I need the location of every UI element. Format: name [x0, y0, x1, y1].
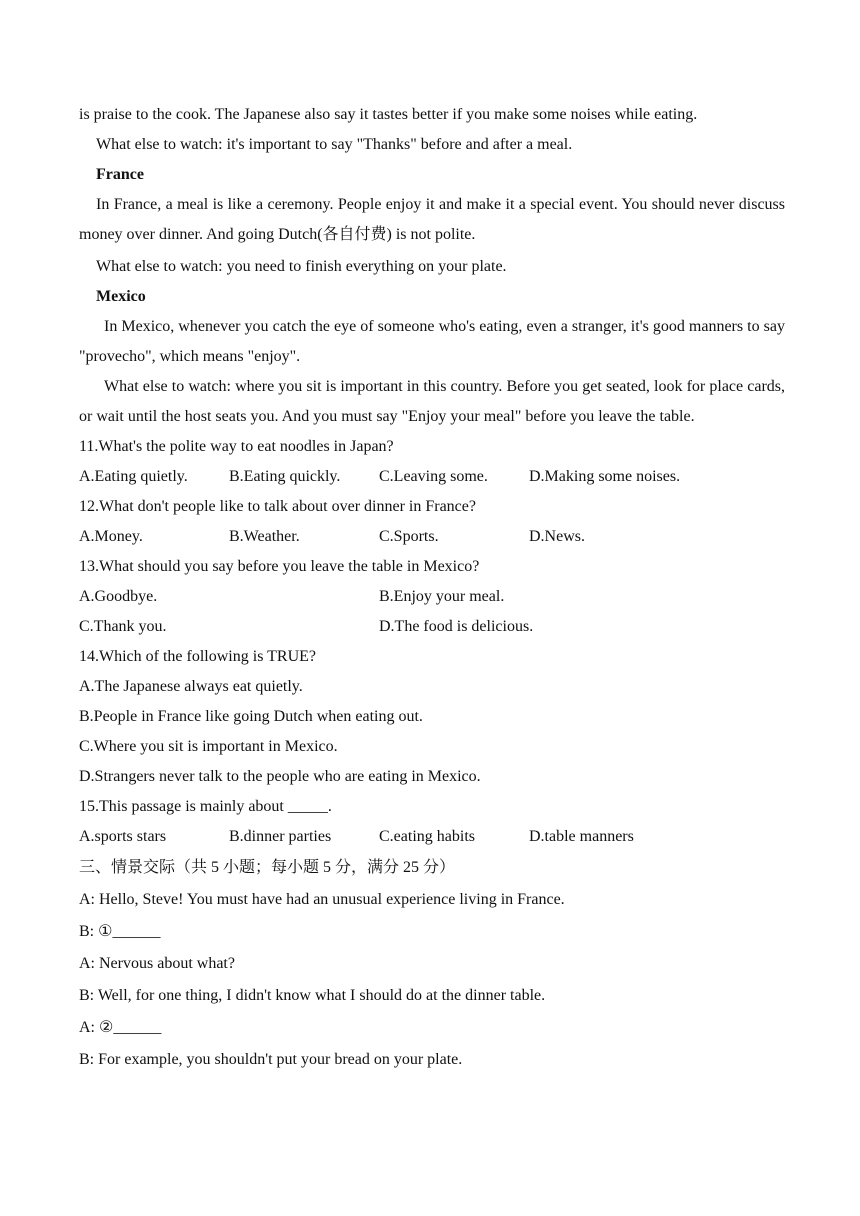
dialogue-line: B: ①______: [79, 923, 161, 940]
dialogue-line: A: Nervous about what?: [79, 955, 235, 972]
option-d: D.table manners: [529, 828, 634, 845]
option-a: A.Eating quietly.: [79, 468, 188, 485]
japan-passage-tail: is praise to the cook. The Japanese also say it tastes better if you make some noises while eating.: [79, 106, 698, 123]
question-13-stem: 13.What should you say before you leave the table in Mexico?: [79, 558, 480, 575]
dialogue-line: A: Hello, Steve! You must have had an unusual experience living in France.: [79, 891, 565, 908]
question-15-options: [79, 822, 785, 852]
question-11-options: [79, 462, 785, 492]
option-c: C.eating habits: [379, 828, 475, 845]
question-14-stem: 14.Which of the following is TRUE?: [79, 648, 316, 665]
japan-watch-note: What else to watch: it's important to say "Thanks" before and after a meal.: [96, 136, 573, 153]
option-a: A.Goodbye.: [79, 588, 158, 605]
option-c: C.Thank you.: [79, 618, 167, 635]
france-paragraph: In France, a meal is like a ceremony. People enjoy it and make it a special event. You should never discuss money over dinner. And going Dutch(各自付费) is not polite.: [79, 196, 785, 243]
document-page: [79, 100, 785, 1076]
option-a: A.The Japanese always eat quietly.: [79, 678, 303, 695]
option-d: D.The food is delicious.: [379, 618, 534, 635]
option-b: B.Eating quickly.: [229, 468, 341, 485]
option-b: B.dinner parties: [229, 828, 332, 845]
france-watch-note: What else to watch: you need to finish everything on your plate.: [96, 258, 507, 275]
mexico-heading: Mexico: [96, 288, 146, 305]
section-3-heading: 三、情景交际（共 5 小题；每小题 5 分，满分 25 分）: [79, 859, 456, 876]
mexico-watch-note: What else to watch: where you sit is important in this country. Before you get seated, look for place cards, or wait until the host seats you. And you must say "Enjoy your meal" before you leave the table.: [79, 378, 785, 425]
dialogue-line: B: For example, you shouldn't put your bread on your plate.: [79, 1051, 463, 1068]
option-c: C.Leaving some.: [379, 468, 488, 485]
option-d: D.Making some noises.: [529, 468, 681, 485]
option-b: B.People in France like going Dutch when eating out.: [79, 708, 423, 725]
dialogue-line: A: ②______: [79, 1019, 162, 1036]
question-12-options: [79, 522, 785, 552]
question-13-options-row2: [79, 612, 785, 642]
option-c: C.Where you sit is important in Mexico.: [79, 738, 338, 755]
option-a: A.sports stars: [79, 828, 167, 845]
question-15-stem: 15.This passage is mainly about _____.: [79, 798, 332, 815]
option-b: B.Enjoy your meal.: [379, 588, 505, 605]
mexico-paragraph: In Mexico, whenever you catch the eye of someone who's eating, even a stranger, it's good manners to say "provecho", which means "enjoy".: [79, 318, 785, 365]
dialogue-line: B: Well, for one thing, I didn't know what I should do at the dinner table.: [79, 987, 546, 1004]
option-a: A.Money.: [79, 528, 143, 545]
question-12-stem: 12.What don't people like to talk about over dinner in France?: [79, 498, 476, 515]
france-heading: France: [96, 166, 144, 183]
option-d: D.Strangers never talk to the people who are eating in Mexico.: [79, 768, 481, 785]
option-c: C.Sports.: [379, 528, 439, 545]
question-13-options-row1: [79, 582, 785, 612]
option-b: B.Weather.: [229, 528, 300, 545]
option-d: D.News.: [529, 528, 585, 545]
question-11-stem: 11.What's the polite way to eat noodles in Japan?: [79, 438, 394, 455]
